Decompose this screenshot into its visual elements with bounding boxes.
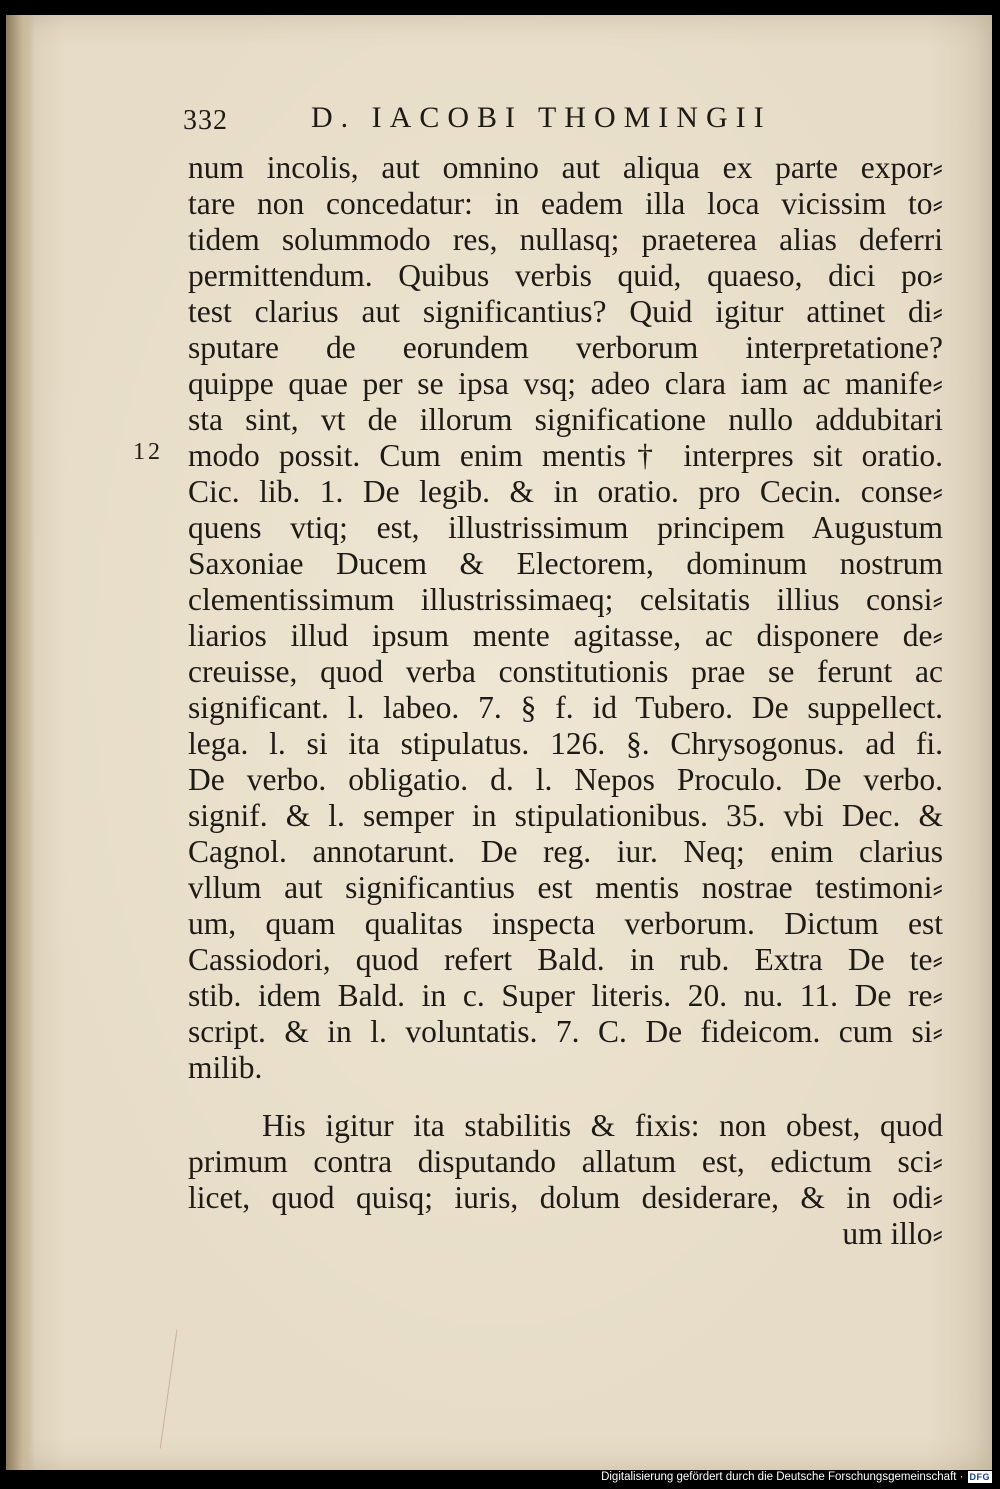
catchword-line: um illo⸗	[842, 1216, 943, 1251]
text-line: clementissimum illustrissimaeq; celsitatis illius consi⸗	[188, 582, 943, 617]
text-line: sputare de eorundem verborum interpretatione?	[188, 330, 943, 365]
text-line: tidem solummodo res, nullasq; praeterea alias deferri	[188, 222, 943, 257]
text-line: licet, quod quisq; iuris, dolum desiderare, & in odi⸗	[188, 1180, 943, 1215]
page-gutter-shadow	[6, 15, 34, 1470]
text-line-indented: His igitur ita stabilitis & fixis: non obest, quod	[262, 1108, 943, 1143]
page-number: 332	[183, 105, 228, 136]
credit-text: Digitalisierung gefördert durch die Deutsche Forschungsgemeinschaft ·	[601, 1471, 964, 1483]
text-line: De verbo. obligatio. d. l. Nepos Proculo. De verbo.	[188, 762, 943, 797]
page-header	[183, 101, 943, 141]
text-line: primum contra disputando allatum est, edictum sci⸗	[188, 1144, 943, 1179]
text-line: Cic. lib. 1. De legib. & in oratio. pro Cecin. conse⸗	[188, 474, 943, 509]
text-line: signif. & l. semper in stipulationibus. 35. vbi Dec. &	[188, 798, 943, 833]
text-line: stib. idem Bald. in c. Super literis. 20. nu. 11. De re⸗	[188, 978, 943, 1013]
text-line: liarios illud ipsum mente agitasse, ac disponere de⸗	[188, 618, 943, 653]
running-head: D. IACOBI THOMINGII	[311, 101, 772, 134]
dfg-logo: DFG	[969, 1472, 990, 1482]
text-line: creuisse, quod verba constitutionis prae se ferunt ac	[188, 654, 943, 689]
margin-note: 12	[133, 439, 163, 465]
text-line: script. & in l. voluntatis. 7. C. De fideicom. cum si⸗	[188, 1014, 943, 1049]
text-line: milib.	[188, 1050, 263, 1085]
text-line: test clarius aut significantius? Quid igitur attinet di⸗	[188, 294, 943, 329]
text-line: num incolis, aut omnino aut aliqua ex parte expor⸗	[188, 150, 943, 185]
text-line: significant. l. labeo. 7. § f. id Tubero. De suppellect.	[188, 690, 943, 725]
text-line: tare non concedatur: in eadem illa loca vicissim to⸗	[188, 186, 943, 221]
text-line: um, quam qualitas inspecta verborum. Dictum est	[188, 906, 943, 941]
text-line: vllum aut significantius est mentis nostrae testimoni⸗	[188, 870, 943, 905]
text-line: Cassiodori, quod refert Bald. in rub. Extra De te⸗	[188, 942, 943, 977]
text-line: Cagnol. annotarunt. De reg. iur. Neq; enim clarius	[188, 834, 943, 869]
text-line: Saxoniae Ducem & Electorem, dominum nostrum	[188, 546, 943, 581]
text-line: sta sint, vt de illorum significatione nullo addubitari	[188, 402, 943, 437]
digitization-credit	[601, 1467, 992, 1487]
text-line: modo possit. Cum enim mentis† interpres sit oratio.	[188, 438, 943, 473]
text-line: quippe quae per se ipsa vsq; adeo clara iam ac manife⸗	[188, 366, 943, 401]
text-line: lega. l. si ita stipulatus. 126. §. Chrysogonus. ad fi.	[188, 726, 943, 761]
text-line: permittendum. Quibus verbis quid, quaeso, dici po⸗	[188, 258, 943, 293]
text-line: quens vtiq; est, illustrissimum principem Augustum	[188, 510, 943, 545]
